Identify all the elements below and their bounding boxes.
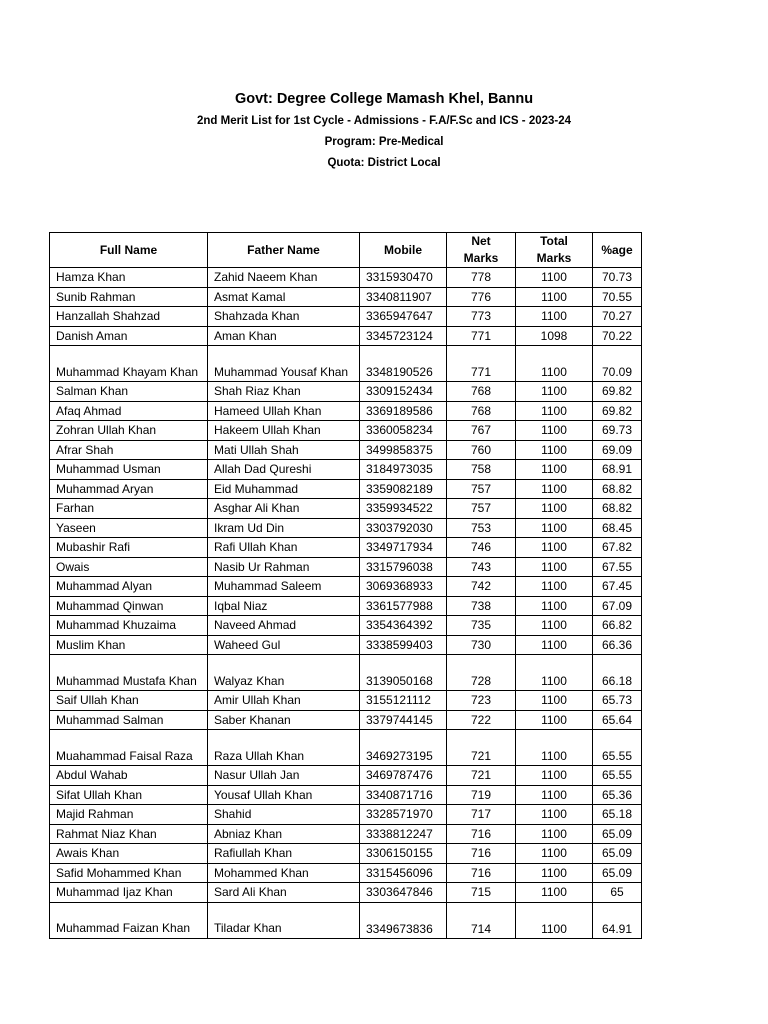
cell-percentage: 65.36 [593, 785, 642, 805]
cell-total-marks: 1100 [516, 499, 593, 519]
table-row [50, 557, 642, 577]
table-row [50, 883, 642, 903]
cell-father-name: Sard Ali Khan [208, 883, 360, 903]
cell-percentage: 65 [593, 883, 642, 903]
cell-father-name: Naveed Ahmad [208, 616, 360, 636]
cell-father-name: Shahzada Khan [208, 307, 360, 327]
cell-net-marks: 767 [447, 421, 516, 441]
table-row [50, 326, 642, 346]
merit-table [49, 232, 642, 939]
cell-net-marks: 723 [447, 691, 516, 711]
cell-full-name: Safid Mohammed Khan [50, 863, 208, 883]
cell-total-marks: 1100 [516, 730, 593, 766]
table-row [50, 307, 642, 327]
cell-full-name: Zohran Ullah Khan [50, 421, 208, 441]
cell-net-marks: 758 [447, 460, 516, 480]
cell-percentage: 70.09 [593, 346, 642, 382]
cell-percentage: 64.91 [593, 902, 642, 938]
cell-total-marks: 1100 [516, 307, 593, 327]
cell-total-marks: 1100 [516, 401, 593, 421]
cell-total-marks: 1100 [516, 785, 593, 805]
cell-net-marks: 721 [447, 730, 516, 766]
cell-full-name: Farhan [50, 499, 208, 519]
cell-net-marks: 719 [447, 785, 516, 805]
cell-father-name: Iqbal Niaz [208, 596, 360, 616]
cell-father-name: Waheed Gul [208, 635, 360, 655]
cell-net-marks: 714 [447, 902, 516, 938]
cell-net-marks: 742 [447, 577, 516, 597]
cell-net-marks: 738 [447, 596, 516, 616]
cell-father-name: Tiladar Khan [208, 902, 360, 938]
table-row [50, 824, 642, 844]
cell-mobile: 3069368933 [360, 577, 447, 597]
cell-percentage: 68.45 [593, 518, 642, 538]
cell-percentage: 70.73 [593, 268, 642, 288]
college-title: Govt: Degree College Mamash Khel, Bannu [234, 91, 534, 107]
cell-net-marks: 768 [447, 401, 516, 421]
cell-net-marks: 778 [447, 268, 516, 288]
cell-full-name: Muhammad Aryan [50, 479, 208, 499]
cell-full-name: Abdul Wahab [50, 766, 208, 786]
cell-net-marks: 717 [447, 805, 516, 825]
cell-father-name: Zahid Naeem Khan [208, 268, 360, 288]
cell-father-name: Eid Muhammad [208, 479, 360, 499]
cell-full-name: Yaseen [50, 518, 208, 538]
cell-percentage: 65.09 [593, 824, 642, 844]
cell-mobile: 3369189586 [360, 401, 447, 421]
cell-total-marks: 1100 [516, 883, 593, 903]
cell-mobile: 3499858375 [360, 440, 447, 460]
cell-percentage: 66.82 [593, 616, 642, 636]
list-subtitle: 2nd Merit List for 1st Cycle - Admissions - F.A/F.Sc and ICS - 2023-24 [196, 115, 572, 127]
cell-full-name: Majid Rahman [50, 805, 208, 825]
cell-net-marks: 715 [447, 883, 516, 903]
table-row [50, 460, 642, 480]
cell-mobile: 3360058234 [360, 421, 447, 441]
cell-father-name: Ikram Ud Din [208, 518, 360, 538]
cell-total-marks: 1098 [516, 326, 593, 346]
cell-total-marks: 1100 [516, 691, 593, 711]
cell-net-marks: 768 [447, 382, 516, 402]
cell-mobile: 3303647846 [360, 883, 447, 903]
cell-total-marks: 1100 [516, 635, 593, 655]
cell-mobile: 3315456096 [360, 863, 447, 883]
cell-net-marks: 730 [447, 635, 516, 655]
table-row [50, 655, 642, 691]
cell-full-name: Saif Ullah Khan [50, 691, 208, 711]
cell-mobile: 3349717934 [360, 538, 447, 558]
cell-percentage: 67.55 [593, 557, 642, 577]
cell-net-marks: 757 [447, 479, 516, 499]
cell-father-name: Yousaf Ullah Khan [208, 785, 360, 805]
cell-net-marks: 771 [447, 326, 516, 346]
table-row [50, 268, 642, 288]
cell-percentage: 69.09 [593, 440, 642, 460]
cell-total-marks: 1100 [516, 710, 593, 730]
cell-total-marks: 1100 [516, 518, 593, 538]
cell-father-name: Muhammad Saleem [208, 577, 360, 597]
table-row [50, 440, 642, 460]
table-row [50, 616, 642, 636]
cell-mobile: 3338812247 [360, 824, 447, 844]
cell-total-marks: 1100 [516, 346, 593, 382]
cell-father-name: Shahid [208, 805, 360, 825]
cell-mobile: 3155121112 [360, 691, 447, 711]
cell-mobile: 3328571970 [360, 805, 447, 825]
cell-net-marks: 773 [447, 307, 516, 327]
cell-full-name: Afaq Ahmad [50, 401, 208, 421]
cell-full-name: Muhammad Mustafa Khan [50, 655, 208, 691]
cell-percentage: 69.82 [593, 382, 642, 402]
table-row [50, 766, 642, 786]
cell-mobile: 3315796038 [360, 557, 447, 577]
cell-mobile: 3469273195 [360, 730, 447, 766]
cell-full-name: Muhammad Khayam Khan [50, 346, 208, 382]
cell-percentage: 67.82 [593, 538, 642, 558]
cell-percentage: 67.45 [593, 577, 642, 597]
cell-percentage: 65.64 [593, 710, 642, 730]
cell-mobile: 3340871716 [360, 785, 447, 805]
col-header-mobile: Mobile [360, 233, 447, 268]
table-row [50, 577, 642, 597]
cell-mobile: 3361577988 [360, 596, 447, 616]
cell-percentage: 70.22 [593, 326, 642, 346]
cell-father-name: Rafi Ullah Khan [208, 538, 360, 558]
cell-mobile: 3340811907 [360, 287, 447, 307]
cell-mobile: 3315930470 [360, 268, 447, 288]
table-row [50, 401, 642, 421]
table-row [50, 863, 642, 883]
cell-total-marks: 1100 [516, 616, 593, 636]
cell-net-marks: 757 [447, 499, 516, 519]
cell-total-marks: 1100 [516, 287, 593, 307]
cell-total-marks: 1100 [516, 863, 593, 883]
cell-percentage: 70.55 [593, 287, 642, 307]
cell-father-name: Shah Riaz Khan [208, 382, 360, 402]
table-row [50, 844, 642, 864]
cell-percentage: 65.55 [593, 766, 642, 786]
table-row [50, 538, 642, 558]
cell-mobile: 3345723124 [360, 326, 447, 346]
cell-father-name: Hakeem Ullah Khan [208, 421, 360, 441]
cell-total-marks: 1100 [516, 538, 593, 558]
table-row [50, 691, 642, 711]
cell-net-marks: 753 [447, 518, 516, 538]
cell-full-name: Sifat Ullah Khan [50, 785, 208, 805]
cell-full-name: Awais Khan [50, 844, 208, 864]
cell-father-name: Muhammad Yousaf Khan [208, 346, 360, 382]
cell-mobile: 3338599403 [360, 635, 447, 655]
cell-total-marks: 1100 [516, 557, 593, 577]
table-row [50, 346, 642, 382]
cell-percentage: 68.91 [593, 460, 642, 480]
cell-net-marks: 771 [447, 346, 516, 382]
col-header-total-marks: Total Marks [516, 233, 593, 268]
cell-mobile: 3359934522 [360, 499, 447, 519]
cell-net-marks: 728 [447, 655, 516, 691]
cell-total-marks: 1100 [516, 440, 593, 460]
table-row [50, 382, 642, 402]
cell-total-marks: 1100 [516, 268, 593, 288]
cell-full-name: Muslim Khan [50, 635, 208, 655]
cell-mobile: 3469787476 [360, 766, 447, 786]
cell-net-marks: 743 [447, 557, 516, 577]
cell-total-marks: 1100 [516, 577, 593, 597]
cell-full-name: Danish Aman [50, 326, 208, 346]
cell-full-name: Muahammad Faisal Raza [50, 730, 208, 766]
cell-percentage: 67.09 [593, 596, 642, 616]
cell-total-marks: 1100 [516, 766, 593, 786]
program-label: Program: Pre-Medical [324, 136, 444, 148]
cell-percentage: 65.18 [593, 805, 642, 825]
col-header-net-marks: Net Marks [447, 233, 516, 268]
cell-percentage: 66.18 [593, 655, 642, 691]
table-row [50, 805, 642, 825]
cell-full-name: Hamza Khan [50, 268, 208, 288]
cell-total-marks: 1100 [516, 824, 593, 844]
cell-net-marks: 721 [447, 766, 516, 786]
col-header-father-name: Father Name [208, 233, 360, 268]
cell-full-name: Hanzallah Shahzad [50, 307, 208, 327]
cell-father-name: Nasur Ullah Jan [208, 766, 360, 786]
cell-full-name: Afrar Shah [50, 440, 208, 460]
table-row [50, 635, 642, 655]
table-row [50, 902, 642, 938]
cell-father-name: Nasib Ur Rahman [208, 557, 360, 577]
table-row [50, 287, 642, 307]
cell-father-name: Saber Khanan [208, 710, 360, 730]
cell-mobile: 3306150155 [360, 844, 447, 864]
cell-percentage: 65.09 [593, 863, 642, 883]
cell-mobile: 3348190526 [360, 346, 447, 382]
cell-full-name: Rahmat Niaz Khan [50, 824, 208, 844]
cell-father-name: Allah Dad Qureshi [208, 460, 360, 480]
cell-father-name: Walyaz Khan [208, 655, 360, 691]
cell-mobile: 3184973035 [360, 460, 447, 480]
table-row [50, 596, 642, 616]
cell-total-marks: 1100 [516, 460, 593, 480]
cell-father-name: Hameed Ullah Khan [208, 401, 360, 421]
cell-father-name: Asmat Kamal [208, 287, 360, 307]
col-header-percentage: %age [593, 233, 642, 268]
cell-full-name: Salman Khan [50, 382, 208, 402]
cell-full-name: Muhammad Ijaz Khan [50, 883, 208, 903]
table-header-row [50, 233, 642, 268]
table-row [50, 479, 642, 499]
cell-father-name: Amir Ullah Khan [208, 691, 360, 711]
cell-father-name: Mohammed Khan [208, 863, 360, 883]
table-row [50, 710, 642, 730]
cell-total-marks: 1100 [516, 902, 593, 938]
cell-mobile: 3303792030 [360, 518, 447, 538]
cell-mobile: 3354364392 [360, 616, 447, 636]
cell-full-name: Muhammad Alyan [50, 577, 208, 597]
quota-label: Quota: District Local [327, 157, 441, 169]
cell-net-marks: 722 [447, 710, 516, 730]
cell-father-name: Raza Ullah Khan [208, 730, 360, 766]
cell-net-marks: 716 [447, 844, 516, 864]
cell-percentage: 66.36 [593, 635, 642, 655]
cell-percentage: 69.73 [593, 421, 642, 441]
cell-net-marks: 716 [447, 863, 516, 883]
cell-percentage: 65.09 [593, 844, 642, 864]
cell-mobile: 3365947647 [360, 307, 447, 327]
cell-father-name: Aman Khan [208, 326, 360, 346]
cell-total-marks: 1100 [516, 421, 593, 441]
cell-total-marks: 1100 [516, 655, 593, 691]
cell-net-marks: 760 [447, 440, 516, 460]
table-row [50, 421, 642, 441]
cell-total-marks: 1100 [516, 479, 593, 499]
cell-father-name: Rafiullah Khan [208, 844, 360, 864]
cell-full-name: Muhammad Faizan Khan [50, 902, 208, 938]
cell-mobile: 3139050168 [360, 655, 447, 691]
cell-net-marks: 776 [447, 287, 516, 307]
cell-total-marks: 1100 [516, 844, 593, 864]
table-row [50, 730, 642, 766]
cell-mobile: 3349673836 [360, 902, 447, 938]
table-row [50, 518, 642, 538]
cell-full-name: Muhammad Salman [50, 710, 208, 730]
cell-full-name: Muhammad Usman [50, 460, 208, 480]
cell-mobile: 3309152434 [360, 382, 447, 402]
cell-full-name: Muhammad Khuzaima [50, 616, 208, 636]
col-header-full-name: Full Name [50, 233, 208, 268]
cell-percentage: 65.55 [593, 730, 642, 766]
cell-percentage: 70.27 [593, 307, 642, 327]
cell-mobile: 3359082189 [360, 479, 447, 499]
cell-net-marks: 746 [447, 538, 516, 558]
table-row [50, 785, 642, 805]
cell-percentage: 69.82 [593, 401, 642, 421]
cell-father-name: Asghar Ali Khan [208, 499, 360, 519]
cell-net-marks: 716 [447, 824, 516, 844]
cell-total-marks: 1100 [516, 596, 593, 616]
cell-net-marks: 735 [447, 616, 516, 636]
cell-total-marks: 1100 [516, 805, 593, 825]
cell-father-name: Mati Ullah Shah [208, 440, 360, 460]
cell-father-name: Abniaz Khan [208, 824, 360, 844]
cell-full-name: Mubashir Rafi [50, 538, 208, 558]
table-row [50, 499, 642, 519]
cell-percentage: 65.73 [593, 691, 642, 711]
cell-percentage: 68.82 [593, 479, 642, 499]
cell-full-name: Owais [50, 557, 208, 577]
cell-full-name: Sunib Rahman [50, 287, 208, 307]
cell-full-name: Muhammad Qinwan [50, 596, 208, 616]
cell-total-marks: 1100 [516, 382, 593, 402]
cell-percentage: 68.82 [593, 499, 642, 519]
cell-mobile: 3379744145 [360, 710, 447, 730]
